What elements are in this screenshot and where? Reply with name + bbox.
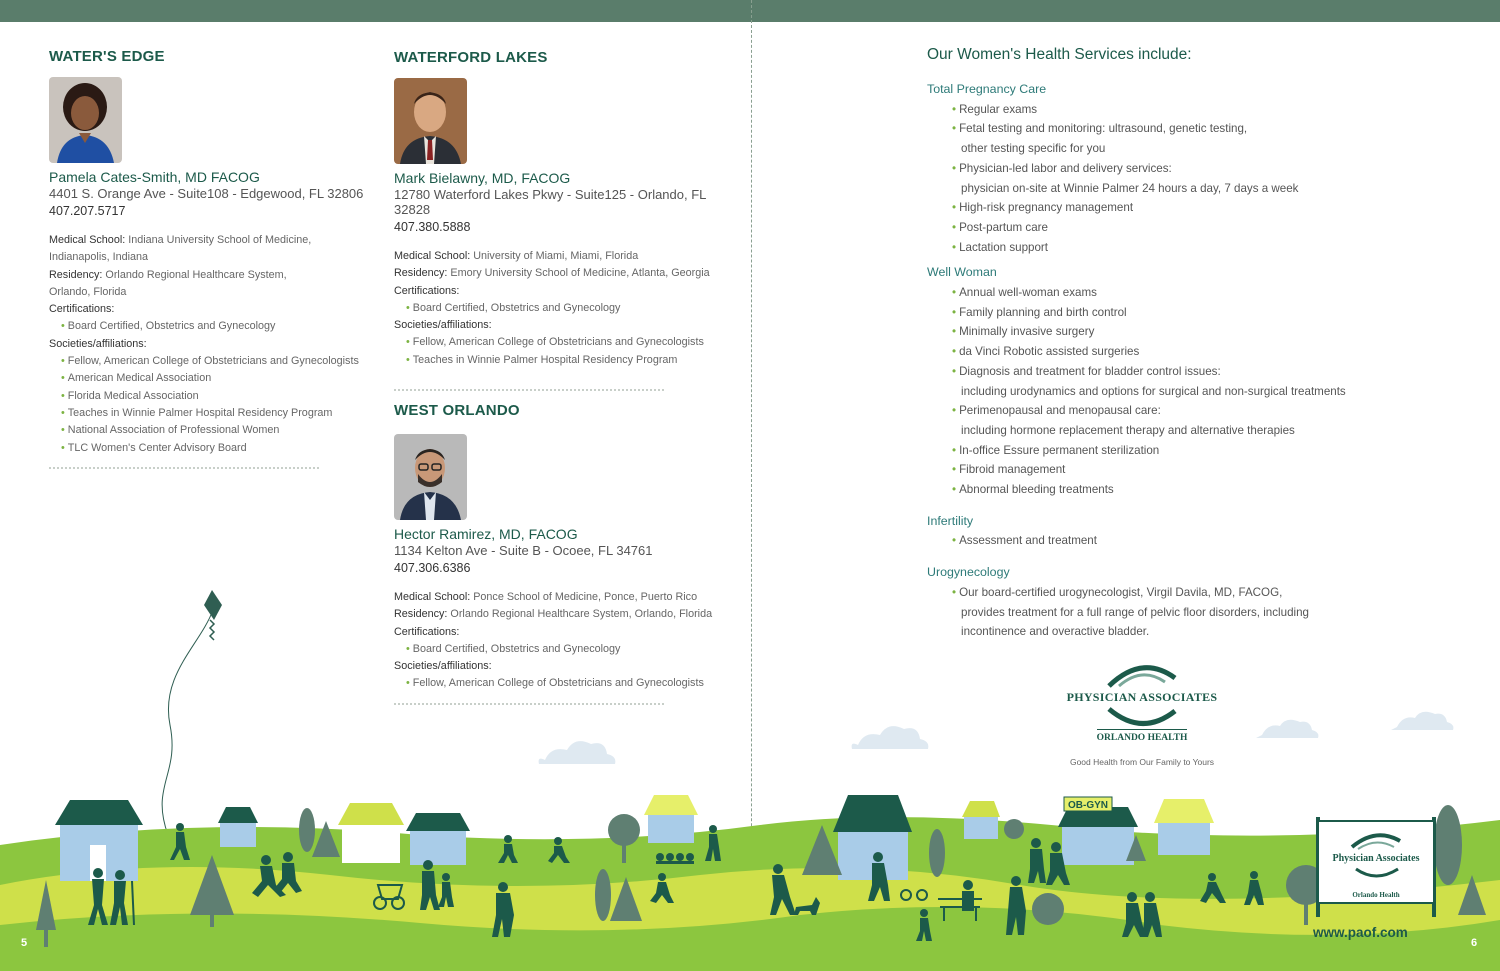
society-item: • Fellow, American College of Obstetricians and Gynecologists xyxy=(394,334,734,351)
certifications-label: Certifications: xyxy=(394,284,460,297)
medical-school-label: Medical School: xyxy=(394,250,471,262)
logo-tagline: Good Health from Our Family to Yours xyxy=(1069,757,1215,767)
services-list xyxy=(927,80,1387,642)
medical-school-label: Medical School: xyxy=(394,591,471,603)
service-item: • High-risk pregnancy management xyxy=(952,201,1134,215)
doctor-name: Hector Ramirez, MD, FACOG xyxy=(394,526,578,542)
top-color-bar xyxy=(0,0,1500,22)
service-item-cont: other testing specific for you xyxy=(961,142,1106,156)
dotted-divider xyxy=(394,389,664,391)
doctor-phone: 407.380.5888 xyxy=(394,220,471,234)
doctor-address: 1134 Kelton Ave - Suite B - Ocoee, FL 34761 xyxy=(394,543,653,558)
location-title: WATERFORD LAKES xyxy=(394,49,548,66)
societies-label: Societies/affiliations: xyxy=(394,660,492,673)
sign-sub: Orlando Health xyxy=(1352,891,1400,899)
doctor-credentials xyxy=(49,232,379,457)
service-item-cont: including hormone replacement therapy and alternative therapies xyxy=(961,423,1295,437)
service-item-cont: provides treatment for a full range of pelvic floor disorders, including xyxy=(961,605,1309,619)
doctor-photo xyxy=(49,77,122,163)
page-number-left: 5 xyxy=(21,937,28,949)
page-number-right: 6 xyxy=(1471,937,1478,949)
service-item: • Abnormal bleeding treatments xyxy=(952,483,1114,497)
society-item: • Teaches in Winnie Palmer Hospital Residency Program xyxy=(49,405,379,422)
service-item: • Lactation support xyxy=(952,240,1049,254)
dotted-divider xyxy=(49,467,319,469)
certification-item: • Board Certified, Obstetrics and Gynecology xyxy=(394,300,734,317)
service-category: Total Pregnancy Care xyxy=(927,82,1047,96)
medical-school: University of Miami, Miami, Florida xyxy=(473,250,639,262)
service-item-cont: including urodynamics and options for surgical and non-surgical treatments xyxy=(961,384,1346,398)
service-category: Infertility xyxy=(927,513,974,528)
service-item: • Minimally invasive surgery xyxy=(952,325,1095,339)
certifications-label: Certifications: xyxy=(49,303,115,316)
physician-associates-sign xyxy=(1316,817,1436,917)
location-title: WEST ORLANDO xyxy=(394,402,520,419)
doctor-address: 12780 Waterford Lakes Pkwy - Suite125 - Orlando, FL 32828 xyxy=(394,187,706,217)
societies-label: Societies/affiliations: xyxy=(394,319,492,332)
logo-sub: ORLANDO HEALTH xyxy=(1097,729,1188,743)
doctor-address: 4401 S. Orange Ave - Suite108 - Edgewood, FL 32806 xyxy=(49,186,364,201)
service-item: • In-office Essure permanent sterilization xyxy=(952,443,1160,457)
doctor-phone: 407.207.5717 xyxy=(49,204,126,218)
residency-label: Residency: xyxy=(49,268,103,281)
residency-label: Residency: xyxy=(394,267,448,280)
medical-school: Ponce School of Medicine, Ponce, Puerto Rico xyxy=(473,591,698,603)
certification-item: • Board Certified, Obstetrics and Gynecology xyxy=(49,318,379,335)
residency: Emory University School of Medicine, Atlanta, Georgia xyxy=(450,267,710,280)
residency-cont: Orlando, Florida xyxy=(49,285,127,298)
service-item: • Physician-led labor and delivery services: xyxy=(952,161,1172,175)
service-category: Urogynecology xyxy=(927,565,1010,580)
doctor-credentials xyxy=(394,248,734,369)
society-item: • National Association of Professional Women xyxy=(49,422,379,439)
doctor-phone: 407.306.6386 xyxy=(394,561,471,575)
society-item: • Teaches in Winnie Palmer Hospital Residency Program xyxy=(394,352,734,369)
service-item-cont: physician on-site at Winnie Palmer 24 hours a day, 7 days a week xyxy=(961,181,1299,195)
service-item: • Fetal testing and monitoring: ultrasound, genetic testing, xyxy=(952,122,1248,136)
kite xyxy=(162,590,222,835)
logo-name: PHYSICIAN ASSOCIATES xyxy=(1066,690,1218,704)
residency-label: Residency: xyxy=(394,608,448,621)
location-title: WATER'S EDGE xyxy=(49,48,165,65)
society-item: • Fellow, American College of Obstetricians and Gynecologists xyxy=(49,353,379,370)
location-waters-edge xyxy=(49,48,379,469)
service-item: • Regular exams xyxy=(952,102,1038,116)
service-item: • Family planning and birth control xyxy=(952,305,1127,319)
medical-school-label: Medical School: xyxy=(49,234,126,246)
sign-name: Physician Associates xyxy=(1332,853,1420,864)
location-waterford-lakes xyxy=(394,49,734,391)
societies-label: Societies/affiliations: xyxy=(49,337,147,350)
website-link[interactable]: www.paof.com xyxy=(1313,925,1408,940)
service-item: • da Vinci Robotic assisted surgeries xyxy=(952,345,1140,359)
service-item: • Perimenopausal and menopausal care: xyxy=(952,404,1161,418)
society-item: • Florida Medical Association xyxy=(49,388,379,405)
society-item: • American Medical Association xyxy=(49,370,379,387)
services-title: Our Women's Health Services include: xyxy=(927,46,1192,63)
doctor-name: Mark Bielawny, MD, FACOG xyxy=(394,170,571,186)
neighborhood-illustration xyxy=(0,585,1500,971)
certification-item: • Board Certified, Obstetrics and Gynecology xyxy=(394,641,734,658)
medical-school-cont: Indianapolis, Indiana xyxy=(49,251,149,264)
residency: Orlando Regional Healthcare System, Orlando, Florida xyxy=(450,608,713,621)
service-item-cont: incontinence and overactive bladder. xyxy=(961,625,1150,639)
service-item: • Assessment and treatment xyxy=(952,534,1097,548)
clouds xyxy=(539,712,1454,764)
service-item: • Annual well-woman exams xyxy=(952,286,1097,300)
society-item: • TLC Women's Center Advisory Board xyxy=(49,440,379,457)
doctor-photo xyxy=(394,78,467,164)
service-item: • Our board-certified urogynecologist, Virgil Davila, MD, FACOG, xyxy=(952,585,1283,599)
doctor-name: Pamela Cates-Smith, MD FACOG xyxy=(49,169,260,185)
service-item: • Diagnosis and treatment for bladder control issues: xyxy=(952,364,1221,378)
society-item: • Fellow, American College of Obstetricians and Gynecologists xyxy=(394,675,734,692)
service-category: Well Woman xyxy=(927,265,997,280)
residency: Orlando Regional Healthcare System, xyxy=(105,268,287,281)
service-item: • Post-partum care xyxy=(952,220,1048,234)
obgyn-sign-text: OB-GYN xyxy=(1068,800,1108,811)
doctor-photo xyxy=(394,434,467,520)
medical-school: Indiana University School of Medicine, xyxy=(128,234,312,246)
certifications-label: Certifications: xyxy=(394,625,460,638)
service-item: • Fibroid management xyxy=(952,463,1066,477)
